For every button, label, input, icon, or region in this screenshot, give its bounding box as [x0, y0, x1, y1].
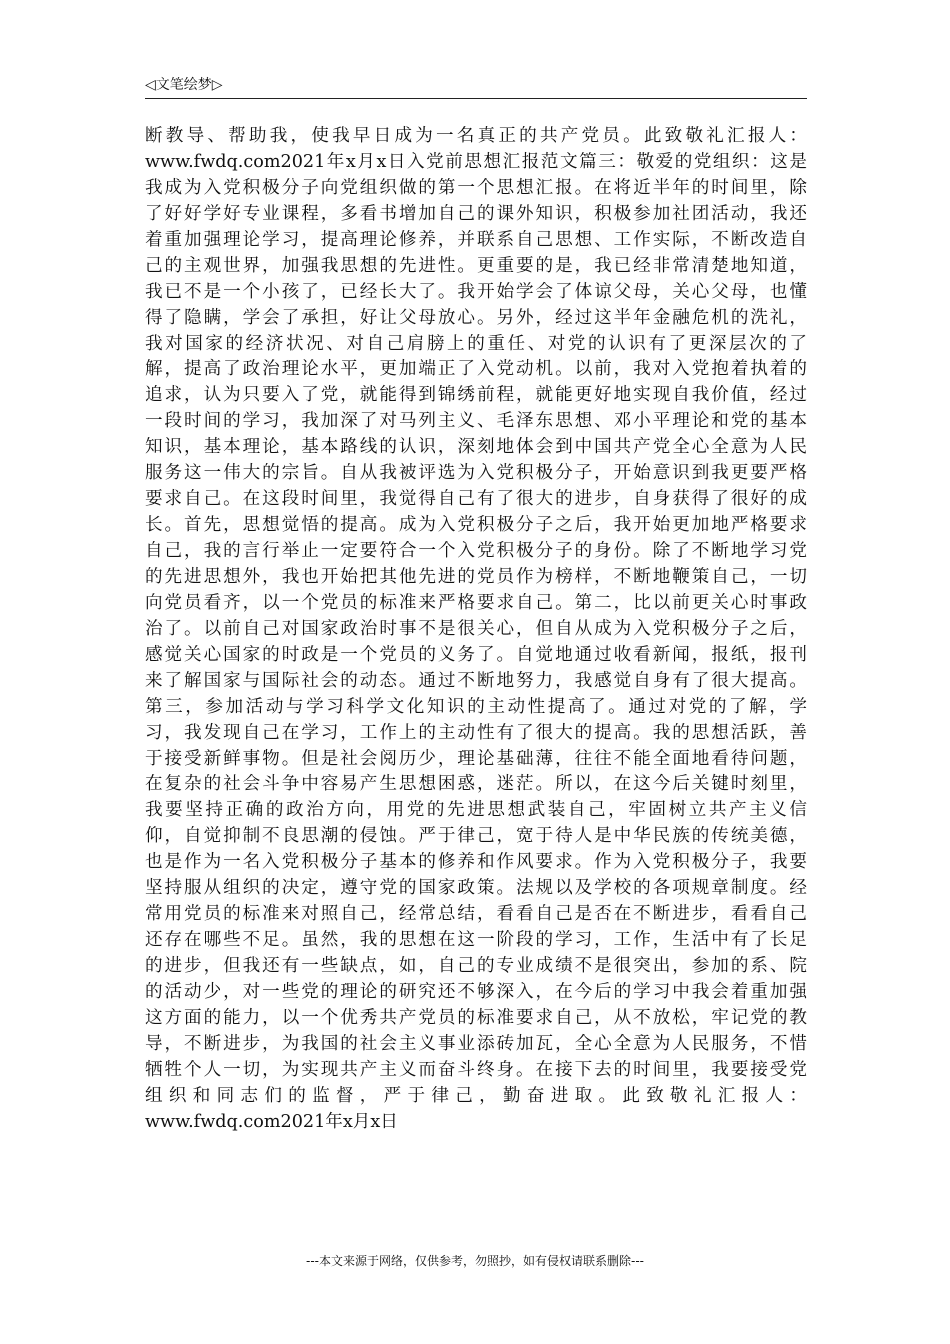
text-line: www.fwdq.com2021年x月x日入党前思想汇报范文篇三：敬爱的党组织：这是	[145, 151, 807, 172]
text-line: 仰，自觉抑制不良思潮的侵蚀。严于律己，宽于待人是中华民族的传统美德，	[145, 826, 807, 847]
text-line: 组织和同志们的监督，严于律己，勤奋进取。此致敬礼汇报人：	[145, 1085, 807, 1106]
page-header	[145, 72, 807, 99]
document-body	[145, 124, 807, 1136]
text-line: 我成为入党积极分子向党组织做的第一个思想汇报。在将近半年的时间里，除	[145, 177, 807, 198]
text-line: 得了隐瞒，学会了承担，好让父母放心。另外，经过这半年金融危机的洗礼，	[145, 307, 807, 328]
text-line: 于接受新鲜事物。但是社会阅历少，理论基础薄，往往不能全面地看待问题，	[145, 748, 807, 769]
text-line: 在复杂的社会斗争中容易产生思想困惑，迷茫。所以，在这今后关键时刻里，	[145, 774, 807, 795]
text-line: 要求自己。在这段时间里，我觉得自己有了很大的进步，自身获得了很好的成	[145, 489, 807, 510]
text-line: 自己，我的言行举止一定要符合一个入党积极分子的身份。除了不断地学习党	[145, 541, 807, 561]
text-line: 常用党员的标准来对照自己，经常总结，看看自己是否在不断进步，看看自己	[145, 904, 807, 925]
text-line: 知识，基本理论，基本路线的认识，深刻地体会到中国共产党全心全意为人民	[145, 437, 807, 458]
text-line: 长。首先，思想觉悟的提高。成为入党积极分子之后，我开始更加地严格要求	[145, 515, 807, 536]
text-line: 解，提高了政治理论水平，更加端正了入党动机。以前，我对入党抱着执着的	[145, 359, 807, 380]
text-line: 了好好学好专业课程，多看书增加自己的课外知识，积极参加社团活动，我还	[145, 203, 807, 224]
text-line: 坚持服从组织的决定，遵守党的国家政策。法规以及学校的各项规章制度。经	[145, 878, 807, 899]
text-line: 习，我发现自己在学习，工作上的主动性有了很大的提高。我的思想活跃，善	[145, 722, 807, 743]
text-line: 牺牲个人一切，为实现共产主义而奋斗终身。在接下去的时间里，我要接受党	[145, 1059, 807, 1080]
text-line: 还存在哪些不足。虽然，我的思想在这一阶段的学习，工作，生活中有了长足	[145, 930, 807, 951]
text-line: 着重加强理论学习，提高理论修养，并联系自己思想、工作实际，不断改造自	[145, 229, 807, 250]
text-line: 也是作为一名入党积极分子基本的修养和作风要求。作为入党积极分子，我要	[145, 852, 807, 873]
text-line: www.fwdq.com2021年x月x日	[145, 1111, 398, 1132]
text-line: 追求，认为只要入了党，就能得到锦绣前程，就能更好地实现自我价值，经过	[145, 385, 807, 406]
text-line: 的进步，但我还有一些缺点，如，自己的专业成绩不是很突出，参加的系、院	[145, 956, 807, 976]
text-line: 一段时间的学习，我加深了对马列主义、毛泽东思想、邓小平理论和党的基本	[145, 411, 807, 432]
text-line: 治了。以前自己对国家政治时事不是很关心，但自从成为入党积极分子之后，	[145, 618, 807, 639]
text-line: 第三，参加活动与学习科学文化知识的主动性提高了。通过对党的了解，学	[145, 696, 807, 717]
text-line: 的活动少，对一些党的理论的研究还不够深入，在今后的学习中我会着重加强	[145, 981, 807, 1002]
text-line: 我已不是一个小孩了，已经长大了。我开始学会了体谅父母，关心父母，也懂	[145, 281, 807, 302]
page-footer: ---本文来源于网络，仅供参考，勿照抄，如有侵权请联系删除---	[306, 1254, 644, 1268]
text-line: 向党员看齐，以一个党员的标准来严格要求自己。第二，比以前更关心时事政	[145, 592, 807, 613]
text-line: 断教导、帮助我，使我早日成为一名真正的共产党员。此致敬礼汇报人：	[145, 126, 807, 146]
text-line: 来了解国家与国际社会的动态。通过不断地努力，我感觉自身有了很大提高。	[145, 670, 807, 691]
text-line: 服务这一伟大的宗旨。自从我被评选为入党积极分子，开始意识到我更要严格	[145, 463, 807, 484]
text-line: 导，不断进步，为我国的社会主义事业添砖加瓦，全心全意为人民服务，不惜	[145, 1033, 807, 1054]
text-line: 的先进思想外，我也开始把其他先进的党员作为榜样，不断地鞭策自己，一切	[145, 566, 807, 587]
text-line: 这方面的能力，以一个优秀共产党员的标准要求自己，从不放松，牢记党的教	[145, 1007, 807, 1028]
text-line: 我要坚持正确的政治方向，用党的先进思想武装自己，牢固树立共产主义信	[145, 800, 807, 821]
text-line: 我对国家的经济状况、对自己肩膀上的重任、对党的认识有了更深层次的了	[145, 333, 807, 354]
header-title: ◁文笔绘梦▷	[145, 77, 223, 93]
text-line: 感觉关心国家的时政是一个党员的义务了。自觉地通过收看新闻，报纸，报刊	[145, 644, 807, 665]
text-line: 己的主观世界，加强我思想的先进性。更重要的是，我已经非常清楚地知道，	[145, 255, 807, 276]
